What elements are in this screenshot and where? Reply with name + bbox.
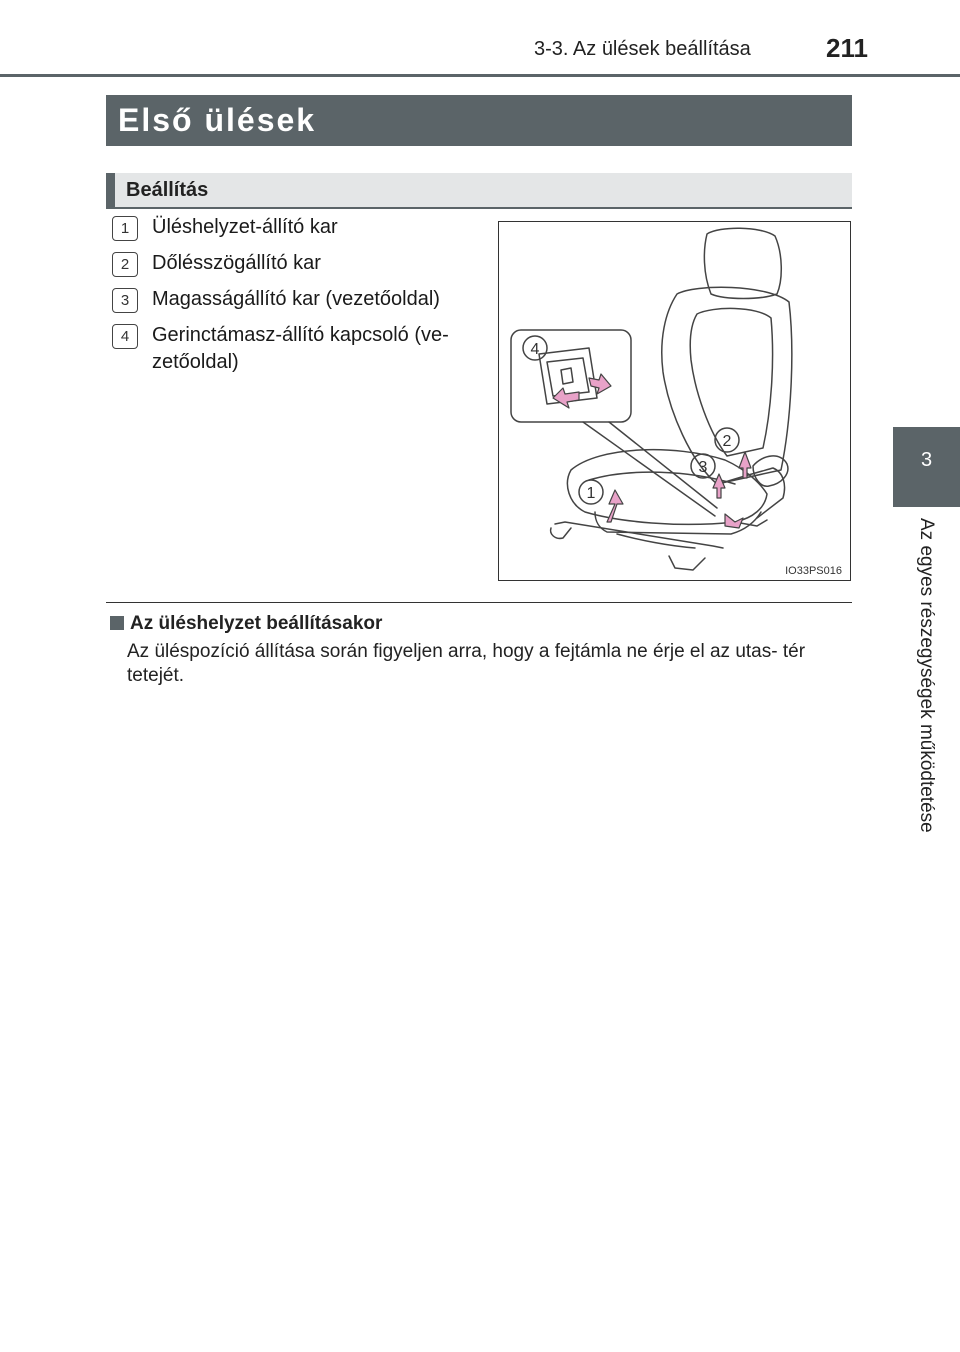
arrow-icon [725,514,743,528]
square-bullet-icon [110,616,124,630]
seat-drawing [499,222,850,580]
list-item [112,214,484,241]
callout-4: 4 [530,341,540,358]
arrow-icon [713,474,725,498]
chapter-tab [893,427,960,507]
header-rule [0,74,960,77]
callout-1: 1 [586,485,596,502]
seat-illustration [498,221,851,581]
item-label: Dőlésszögállító kar [152,252,321,274]
arrow-icon [589,374,611,394]
item-number-badge: 2 [112,252,138,277]
item-number-badge: 3 [112,288,138,313]
callout-3: 3 [698,459,708,476]
arrow-icon [553,388,579,408]
subsection-bar [106,173,852,209]
note-heading [110,613,382,635]
note-body: Az üléspozíció állítása során figyeljen arra, hogy a fejtámla ne érje el az utas- tér tetejét. [127,641,806,686]
page-title: Első ülések [118,102,317,138]
item-number-badge: 1 [112,216,138,241]
chapter-number: 3 [920,449,933,471]
list-item [112,250,484,277]
header-section-title: 3-3. Az ülések beállítása [534,38,751,60]
title-bar [106,95,852,146]
item-list [112,214,484,385]
list-item [112,286,484,313]
subsection-title: Beállítás [126,179,209,201]
item-label: Magasságállító kar (vezetőoldal) [152,288,440,310]
chapter-title-vertical: Az egyes részegységek működtetése [916,518,937,833]
figure-code: IO33PS016 [785,565,842,577]
item-label: Üléshelyzet-állító kar [152,216,338,238]
arrow-icon [607,490,623,522]
callout-2: 2 [722,433,732,450]
list-item [112,322,484,376]
item-label: Gerinctámasz-állító kapcsoló (ve- zetőoldal) [152,324,449,373]
section-divider [106,602,852,603]
page-number: 211 [826,33,868,63]
item-number-badge: 4 [112,324,138,349]
subsection-accent [106,173,115,207]
note-heading-text: Az üléshelyzet beállításakor [130,613,383,634]
